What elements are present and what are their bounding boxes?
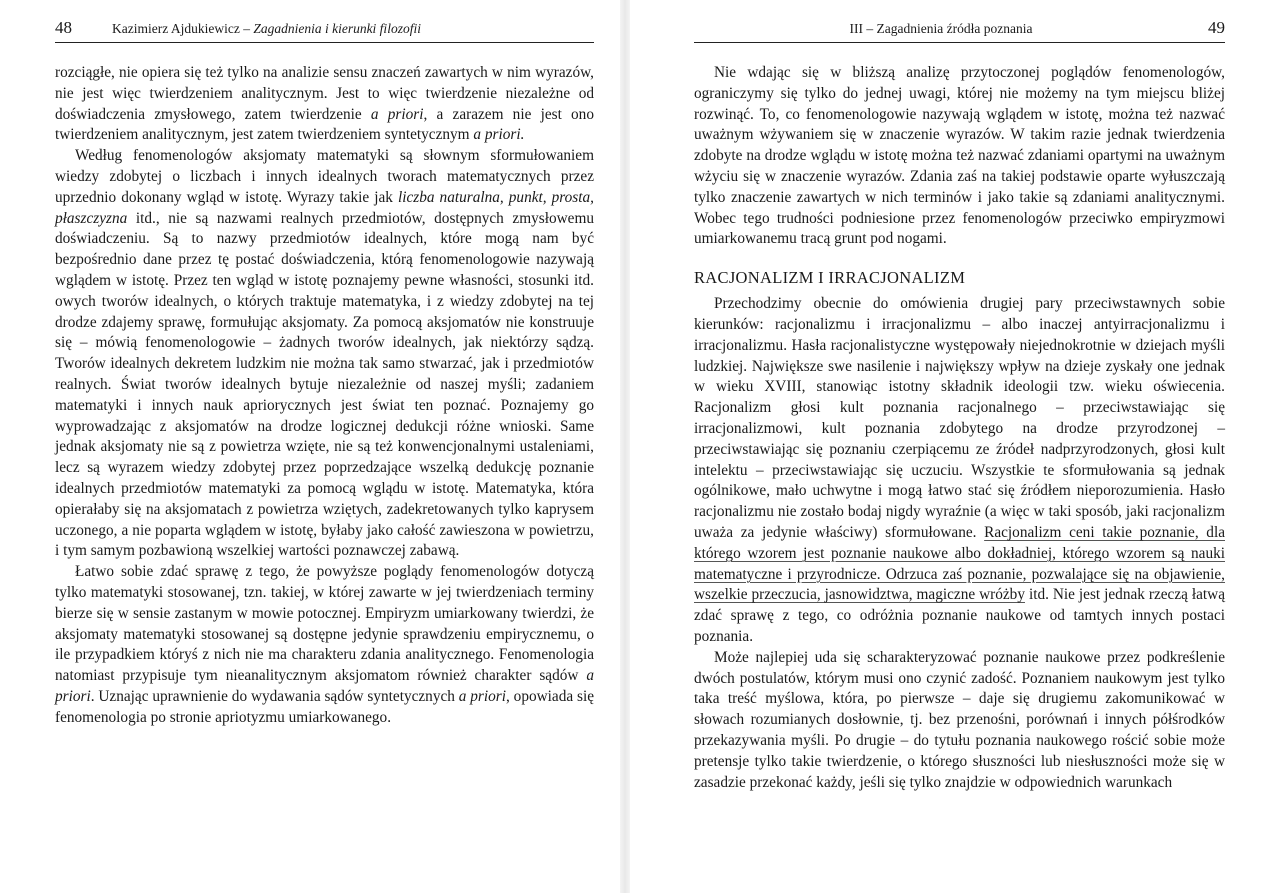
paragraph <box>694 63 1225 250</box>
book-gutter <box>620 0 630 893</box>
text-run: rozciągłe, nie opiera się też tylko na analizie sensu znaczeń zawartych w nim wyrazów, nie jest więc twierdzeniem analitycznym. Jest to więc twierdzenie niezależne od doświadczenia zmysłowego, zatem twierdzenie <box>55 64 594 123</box>
paragraph <box>694 648 1225 794</box>
right-body-text-section <box>694 294 1225 793</box>
text-run: itd. Nie jest jednak rzeczą łatwą zdać sprawę z tego, co odróżnia poznanie naukowe od tamtych innych postaci poznania. <box>694 586 1225 645</box>
text-run: Może najlepiej uda się scharakteryzować poznanie naukowe przez podkreślenie dwóch postulatów, którym musi ono czynić zadość. Poznaniem naukowym jest tylko taka treść myślowa, która, po pierwsze – daje się drugiemu zakomunikować w słowach rozumianych dosłownie, tj. bez przenośni, porównań i innych półśrodków przekazywania myśli. Po drugie – do tytułu poznania naukowego rościć sobie może pretensje tylko takie twierdzenie, o którego słuszności lub niesłuszności może się w zasadzie przekonać każdy, jeśli się tylko znajdzie w odpowiednich warunkach <box>694 648 1225 791</box>
italic-term: a priori <box>370 105 424 123</box>
right-page-number: 49 <box>1208 18 1225 37</box>
right-page <box>630 0 1263 893</box>
italic-term: a priori <box>55 667 594 705</box>
left-running-title <box>112 21 594 37</box>
paragraph <box>694 294 1225 648</box>
text-run: Łatwo sobie zdać sprawę z tego, że powyższe poglądy fenomenologów dotyczą tylko matematyki stosowanej, tzn. takiej, w której zawarte w jej twierdzeniach terminy bierze się w sensie zastanym w mowie potocznej. Empiryzm umiarkowany twierdzi, że aksjomaty matematyki stosowanej są dostępne jedynie sprawdzeniu empirycznemu, o ile przypadkiem któryś z nich nie ma charakteru zdania analitycznego. Fenomenologia natomiast przypisuje tym nieanalitycznym aksjomatom również charakter sądów <box>55 563 594 685</box>
paragraph <box>55 63 594 146</box>
section-heading: RACJONALIZM I IRRACJONALIZM <box>694 268 966 288</box>
right-running-head <box>694 18 1225 43</box>
paragraph <box>55 146 594 562</box>
text-run: Przechodzimy obecnie do omówienia drugiej pary przeciwstawnych sobie kierunków: racjonalizmu i irracjonalizmu – albo inaczej antyirracjonalizmu i irracjonalizmu. Hasła racjonalistyczne występowały niejednokrotnie w dziejach myśli ludzkiej. Największe swe nasilenie i największy wpływ na dzieje zyskały one jednak w wieku XVIII, stanowiąc istotny składnik ideologii tzw. wieku oświecenia. Racjonalizm głosi kult poznania racjonalnego – przeciwstawiając się irracjonalizmowi, kult poznania zdobytego na drodze przyrodzonej – przeciwstawiając się poznaniu czerpiącemu ze źródeł nadprzyrodzonych, głosi kult intelektu – przeciwstawiając się uczuciu. Wszystkie te sformułowania są jednak ogólnikowe, mało uchwytne i mogą łatwo stać się źródłem nieporozumienia. Hasło racjonalizmu nie zostało bodaj nigdy wyraźnie (a więc w taki sposób, jaki racjonalizm uważa za jedynie właściwy) sformułowane. <box>694 295 1225 541</box>
left-body-text <box>55 63 594 729</box>
left-running-book-title: Zagadnienia i kierunki filozofii <box>253 21 421 36</box>
right-body-text-intro <box>694 63 1225 250</box>
text-run: Według fenomenologów aksjomaty matematyki są słownym sformułowaniem wiedzy zdobytej o liczbach i innych idealnych tworach matematycznych przez uprzednio dokonany wgląd w istotę. Wyrazy takie jak <box>55 147 594 206</box>
left-running-author: Kazimierz Ajdukiewicz – <box>112 21 254 36</box>
paragraph <box>55 562 594 728</box>
italic-term: a priori. <box>473 126 525 144</box>
italic-term: a priori <box>458 687 506 705</box>
text-run: , opowiada się fenomenologia po stronie apriotyzmu umiarkowanego. <box>55 687 595 726</box>
left-page <box>0 0 620 893</box>
left-running-head <box>55 18 594 43</box>
text-run: , a zarazem nie jest ono twierdzeniem analitycznym, jest zatem twierdzeniem syntetycznym <box>55 105 594 144</box>
pencil-underlined-passage: Racjonalizm ceni takie poznanie, dla którego wzorem jest poznanie naukowe albo dokładniej, którego wzorem są nauki matematyczne i przyrodnicze. Odrzuca zaś poznanie, pozwalające się na objawienie, wszelkie przeczucia, jasnowidztwa, magiczne wróżby <box>694 523 1225 604</box>
text-run: itd., nie są nazwami realnych przedmiotów, dostępnych zmysłowemu doświadczeniu. Są to nazwy przedmiotów idealnych, które mogą nam być bezpośrednio dane przez tę postać doświadczenia, którą fenomenologowie nazywają wglądem w istotę. Przez ten wgląd w istotę poznajemy pewne własności, stosunki itd. owych tworów idealnych, o których traktuje matematyka, i z wiedzy zdobytej na tej drodze zdajemy sprawę, formułując aksjomaty. Za pomocą aksjomatów nie konstruuje się – mówią fenomenologowie – żadnych tworów idealnych, jak niektórzy sądzą. Tworów idealnych dekretem ludzkim nie można tak samo stwarzać, jak i przedmiotów realnych. Świat tworów idealnych bytuje niezależnie od naszej myśli; zadaniem matematyki i innych nauk apriorycznych jest świat ten poznać. Poznajemy go wyprowadzając z aksjomatów na drodze logicznej dedukcji różne wnioski. Same jednak aksjomaty nie są z powietrza wzięte, nie są też konwencjonalnymi ustaleniami, lecz są wyrazem wiedzy zdobytej przez poprzedzające wszelką dedukcję poznanie idealnych przedmiotów matematyki za pomocą wglądu w istotę. Matematyka, która opierałaby się na aksjomatach z powietrza wziętych, zadekretowanych tylko kaprysem uczonego, a nie poparta wglądem w istotę, byłaby jako całość zawieszona w powietrzu, i tym samym pozbawioną wszelkiej wartości poznawczej zabawą. <box>55 209 594 560</box>
left-page-number: 48 <box>55 18 72 37</box>
text-run: Nie wdając się w bliższą analizę przytoczonej poglądów fenomenologów, ograniczymy się tylko do jednej uwagi, której nie możemy na tym miejscu bliżej rozwinąć. To, co fenomenologowie nazywają wglądem w istotę, można też nazwać uważnym wżywaniem się w znaczenie wyrazów. W takim razie jednak twierdzenia zdobyte na drodze wglądu w istotę można też nazwać zdaniami opartymi na uważnym wżyciu się w znaczenie wyrazów. Zdania zaś na takiej podstawie oparte wyłuszczają tylko znaczenie zawartych w nich terminów i jako takie są zdaniami analitycznymi. Wobec tego trudności podniesione przez fenomenologów przeciwko empiryzmowi umiarkowanemu tracą grunt pod nogami. <box>694 64 1225 248</box>
text-run: . Uznając uprawnienie do wydawania sądów syntetycznych <box>90 687 459 705</box>
right-running-title: III – Zagadnienia źródła poznania <box>849 21 1033 36</box>
italic-term: liczba naturalna, punkt, prosta, płaszczyzna <box>55 188 594 227</box>
